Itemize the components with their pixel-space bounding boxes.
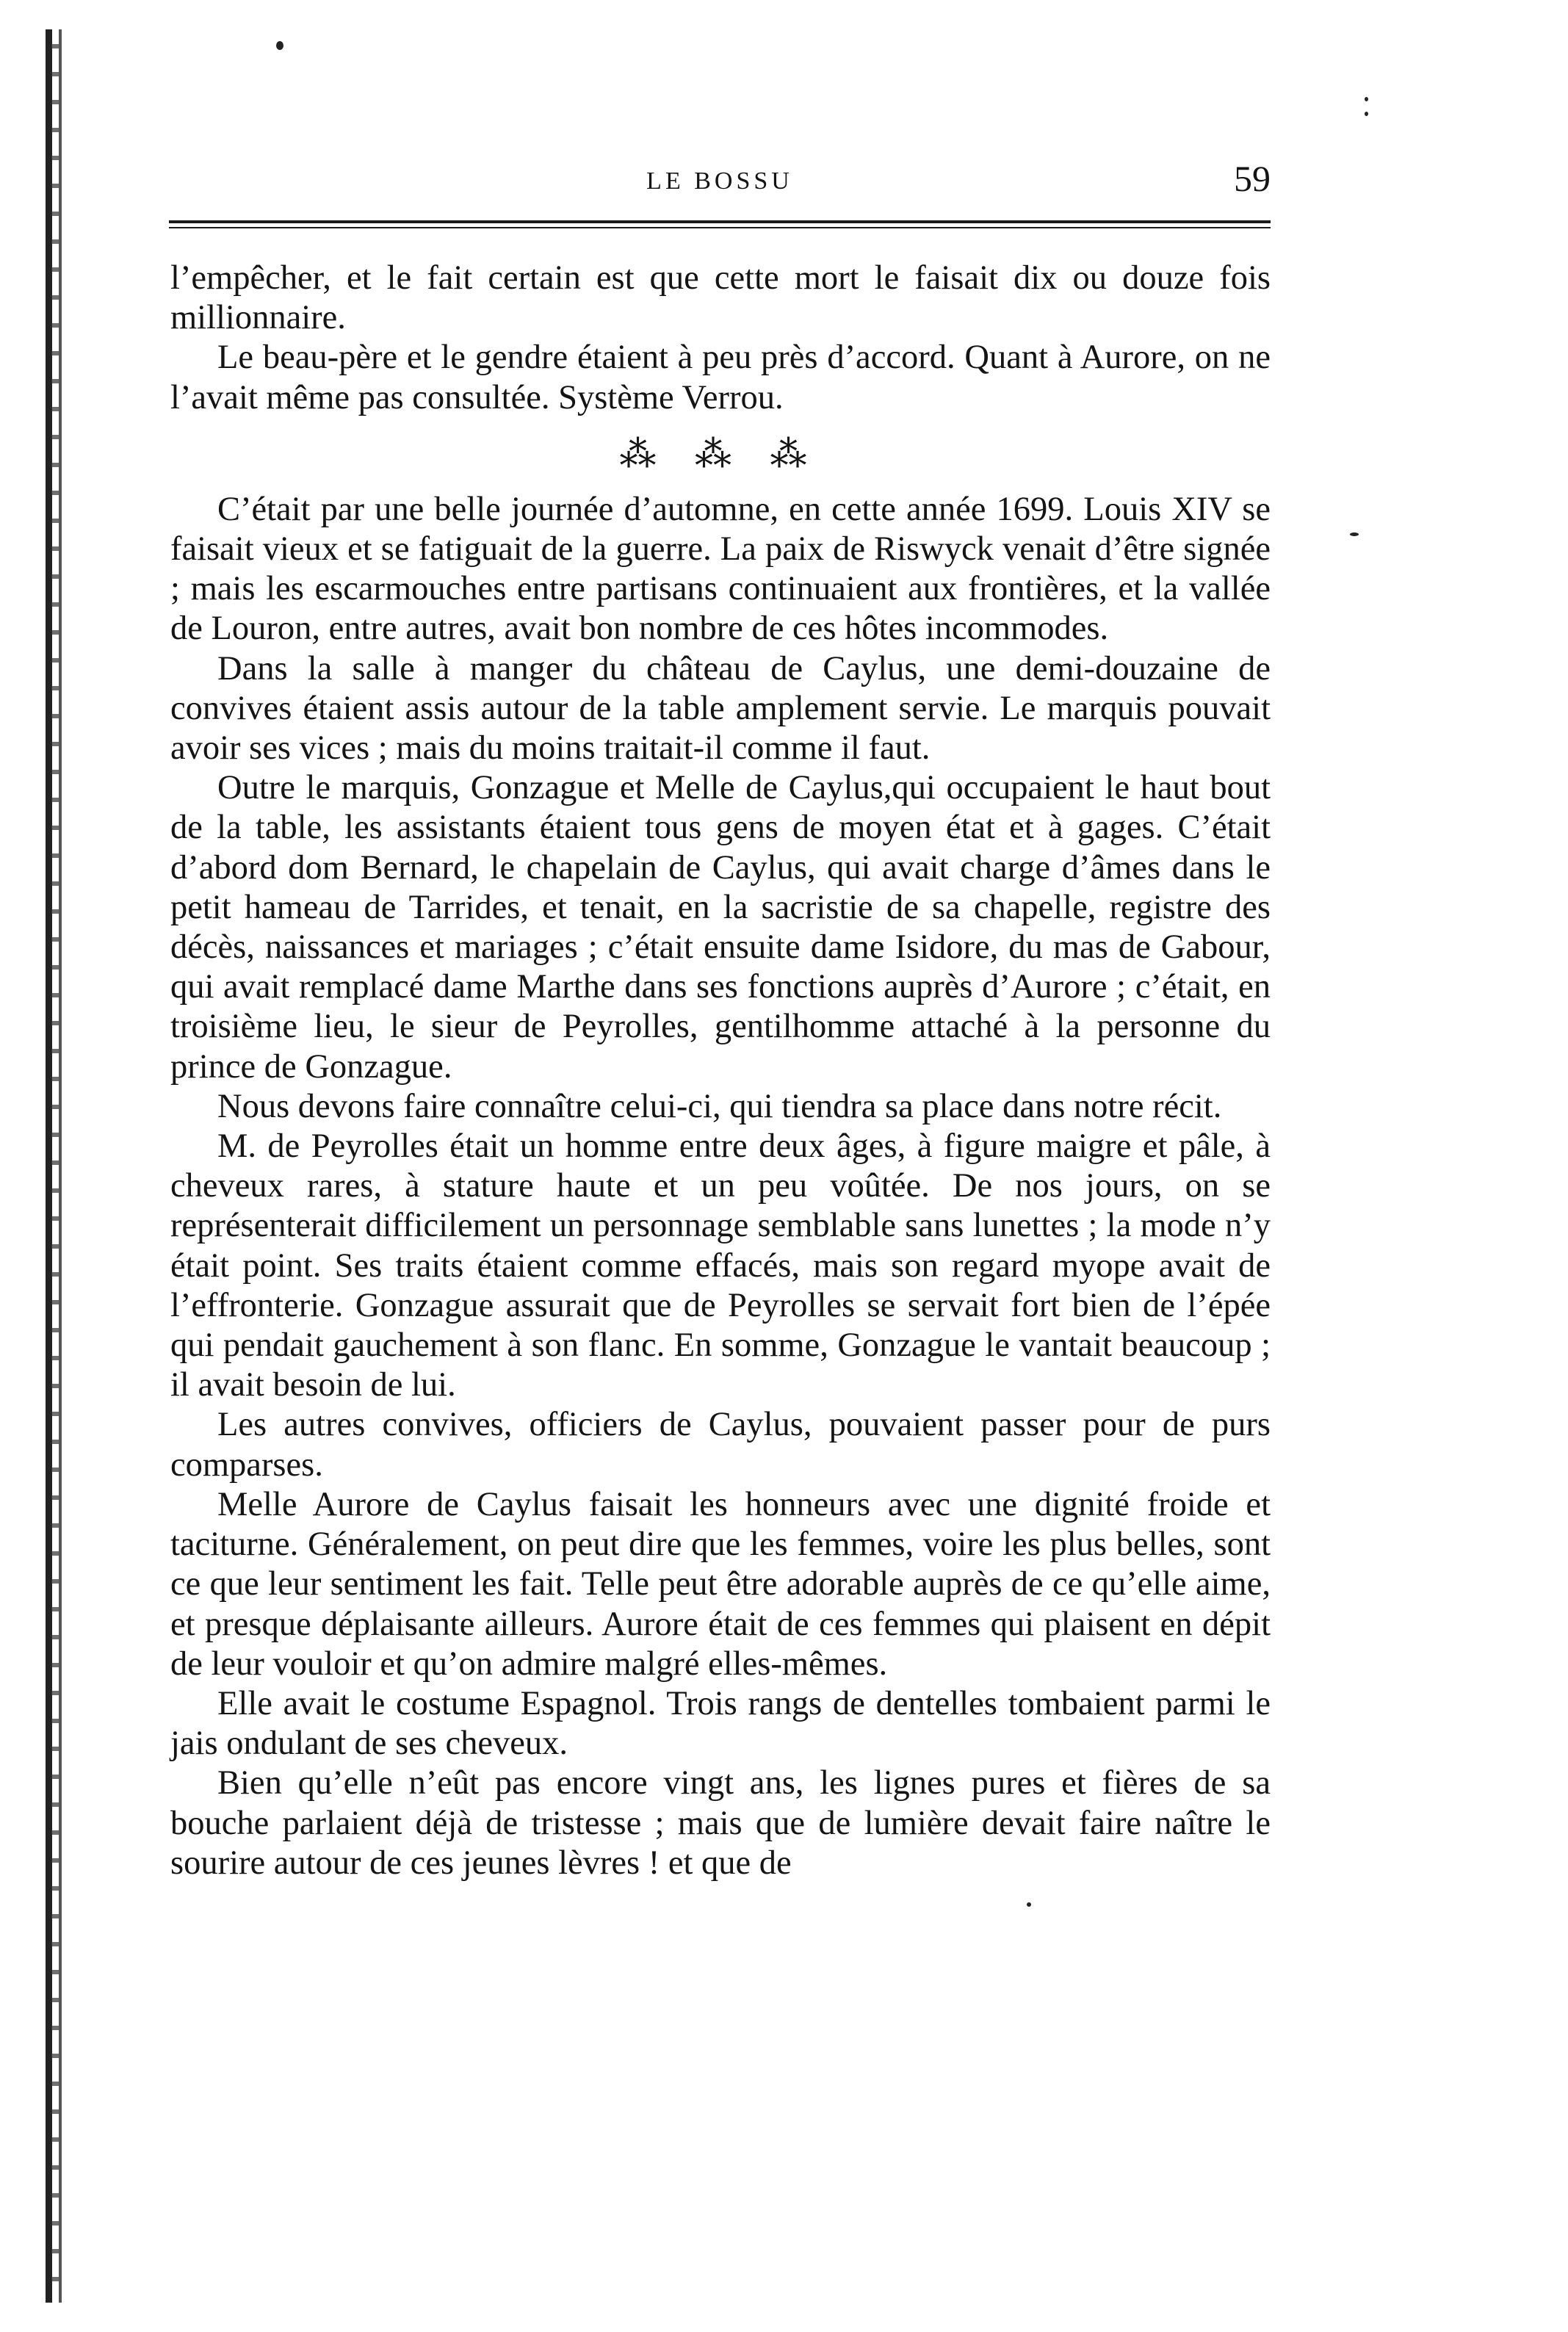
paragraph: l’empêcher, et le fait certain est que cette mort le faisait dix ou douze fois millionnaire. <box>170 259 1271 337</box>
paragraph: Les autres convives, officiers de Caylus, pouvaient passer pour de purs comparses. <box>170 1406 1271 1484</box>
binding-edge <box>0 0 66 2332</box>
paragraph: C’était par une belle journée d’automne, en cette année 1699. Louis XIV se faisait vieux et se fatiguait de la guerre. La paix de Riswyck venait d’être signée ; mais les escarmouches entre partisans continuaient aux frontières, et la vallée de Louron, entre autres, avait bon nombre de ces hôtes incommodes. <box>170 490 1271 648</box>
paragraph: Melle Aurore de Caylus faisait les honneurs avec une dignité froide et taciturne. Généralement, on peut dire que les femmes, voire les plus belles, sont ce que leur sentiment les fait. Telle peut être adorable auprès de ce qu’elle aime, et presque déplaisante ailleurs. Aurore était de ces femmes qui plaisent en dépit de leur vouloir et qu’on admire malgré elles-mêmes. <box>170 1485 1271 1683</box>
paragraph: M. de Peyrolles était un homme entre deux âges, à figure maigre et pâle, à cheveux rares, à stature haute et un peu voûtée. De nos jours, on se représenterait difficilement un personnage semblable sans lunettes ; la mode n’y était point. Ses traits étaient comme effacés, mais son regard myope avait de l’effronterie. Gonzague assurait que de Peyrolles se servait fort bien de l’épée qui pendait gauchement à son flanc. En somme, Gonzague le vantait beaucoup ; il avait besoin de lui. <box>170 1127 1271 1404</box>
page-header <box>169 154 1271 198</box>
binding-stitching <box>51 44 59 2288</box>
ink-speck <box>1350 533 1359 536</box>
header-rule <box>169 227 1271 228</box>
page-number: 59 <box>1234 158 1271 199</box>
paragraph: Elle avait le costume Espagnol. Trois rangs de dentelles tombaient parmi le jais ondulant de ses cheveux. <box>170 1684 1271 1763</box>
paragraph: Nous devons faire connaître celui-ci, qui tiendra sa place dans notre récit. <box>217 1087 1222 1125</box>
ink-speck <box>276 41 283 50</box>
paragraph: Bien qu’elle n’eût pas encore vingt ans, les lignes pures et fières de sa bouche parlaient déjà de tristesse ; mais que de lumière devait faire naître le sourire autour de ces jeunes lèvres ! et que de <box>170 1764 1271 1882</box>
page-body <box>170 259 1271 1883</box>
ink-speck <box>1027 1902 1031 1907</box>
header-rule <box>169 220 1271 223</box>
ink-speck <box>1365 97 1368 101</box>
paragraph: Outre le marquis, Gonzague et Melle de Caylus,qui occupaient le haut bout de la table, les assistants étaient tous gens de moyen état et à gages. C’était d’abord dom Bernard, le chapelain de Caylus, qui avait charge d’âmes dans le petit hameau de Tarrides, et tenait, en la sacristie de sa chapelle, registre des décès, naissances et mariages ; c’était ensuite dame Isidore, du mas de Gabour, qui avait remplacé dame Marthe dans ses fonctions auprès d’Aurore ; c’était, en troisième lieu, le sieur de Peyrolles, gentilhomme attaché à la personne du prince de Gonzague. <box>170 769 1271 1086</box>
section-ornament: ⁂ ⁂ ⁂ <box>619 433 822 474</box>
paragraph: Dans la salle à manger du château de Caylus, une demi-douzaine de convives étaient assis autour de la table amplement servie. Le marquis pouvait avoir ses vices ; mais du moins traitait-il comme il faut. <box>170 649 1271 768</box>
binding-line <box>59 29 62 2303</box>
ink-speck <box>1365 112 1368 116</box>
paragraph: Le beau-père et le gendre étaient à peu près d’accord. Quant à Aurore, on ne l’avait même pas consultée. Système Verrou. <box>170 339 1271 416</box>
running-title: LE BOSSU <box>646 167 793 195</box>
